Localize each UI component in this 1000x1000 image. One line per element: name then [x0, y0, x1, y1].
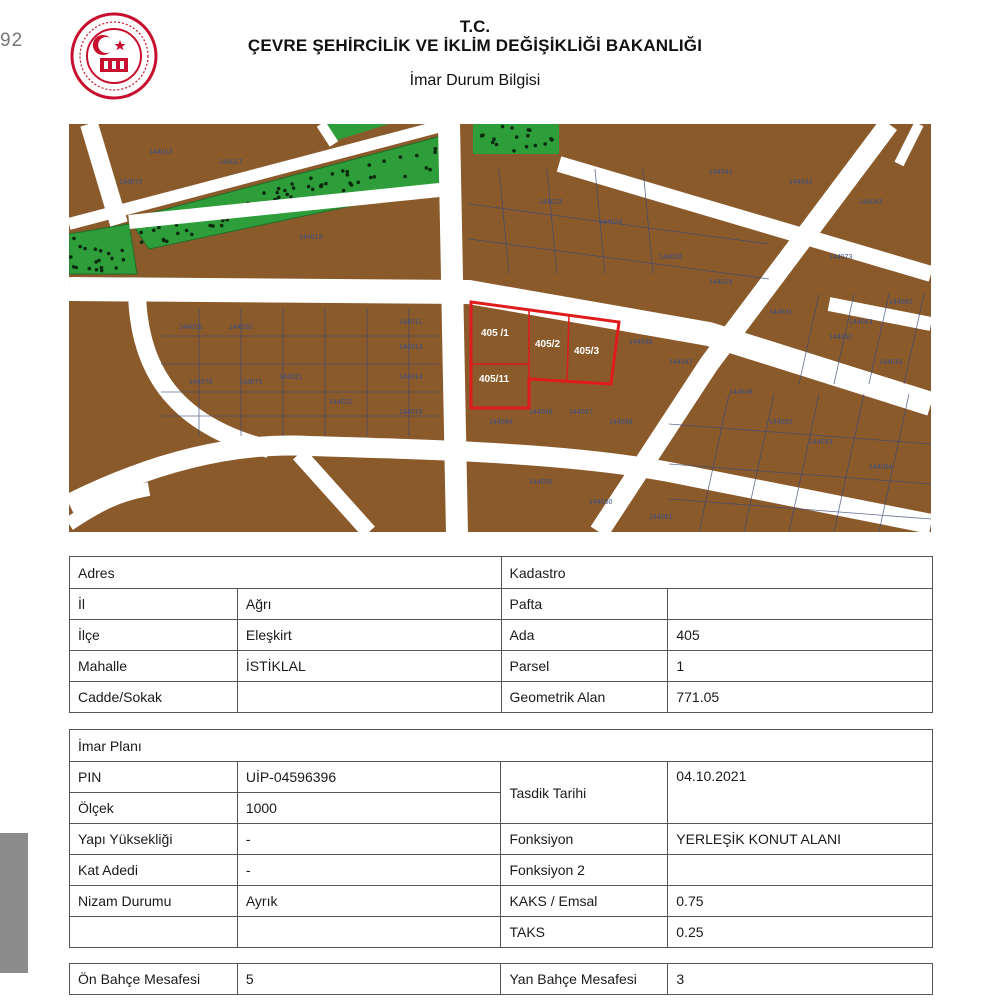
parcel-number-label: 144015 [399, 409, 423, 416]
tasdik-value: 04.10.2021 [668, 762, 933, 824]
il-value: Ağrı [237, 589, 501, 620]
ministry-seal-icon [70, 12, 158, 100]
empty-cell [70, 917, 238, 948]
parcel-number-label: 144021 [279, 374, 303, 381]
tree-dot [428, 168, 432, 172]
fonksiyon-label: Fonksiyon [501, 824, 668, 855]
parcel-number-label: 144071 [239, 379, 263, 386]
parcel-number-label: 144041 [709, 169, 733, 176]
parcel-number-label: 144061 [649, 514, 673, 521]
parcel-number-label: 144024 [599, 219, 623, 226]
kat-label: Kat Adedi [70, 855, 238, 886]
cadde-label: Cadde/Sokak [70, 682, 238, 713]
tree-dot [152, 229, 156, 233]
tree-dot [277, 187, 281, 191]
ilce-value: Eleşkirt [237, 620, 501, 651]
parcel-number-label: 144063 [849, 319, 873, 326]
taks-value: 0.25 [668, 917, 933, 948]
tree-dot [356, 181, 360, 185]
pafta-value [668, 589, 933, 620]
kat-value: - [237, 855, 501, 886]
tree-dot [262, 191, 266, 195]
parcel-label-405-3: 405/3 [574, 346, 600, 357]
parcel-number-label: 144019 [299, 234, 323, 241]
tree-dot [165, 240, 169, 244]
tree-dot [510, 126, 514, 130]
tree-dot [515, 135, 519, 139]
tree-dot [373, 175, 377, 179]
parcel-number-label: 144011 [399, 319, 422, 326]
tree-dot [139, 231, 143, 235]
parcel-number-label: 144070 [189, 379, 213, 386]
tree-dot [208, 224, 212, 228]
adres-title: Adres [70, 557, 502, 589]
fonksiyon2-label: Fonksiyon 2 [501, 855, 668, 886]
tree-dot [176, 232, 180, 236]
setback-table [69, 963, 933, 995]
tree-dot [350, 183, 354, 187]
parcel-number-label: 144032 [829, 334, 853, 341]
parcel-number-label: 144013 [399, 344, 423, 351]
tree-dot [140, 240, 144, 244]
kadastro-title: Kadastro [501, 557, 932, 589]
tree-dot [69, 255, 73, 259]
tree-dot [292, 186, 296, 190]
parcel-number-label: 144028 [709, 279, 733, 286]
tree-dot [72, 237, 76, 241]
tree-dot [95, 268, 99, 272]
parcel-number-label: 144068 [609, 419, 633, 426]
tree-dot [78, 245, 82, 249]
tree-dot [549, 137, 553, 141]
tree-dot [290, 182, 294, 186]
tree-dot [512, 149, 516, 153]
tree-dot [97, 259, 101, 263]
ada-value: 405 [668, 620, 933, 651]
taks-label: TAKS [501, 917, 668, 948]
parcel-number-label: 144033 [879, 359, 903, 366]
document-header [180, 18, 770, 90]
tree-dot [526, 134, 530, 138]
tree-dot [285, 193, 289, 197]
olcek-label: Ölçek [70, 793, 238, 824]
kaks-value: 0.75 [668, 886, 933, 917]
tree-dot [319, 185, 323, 189]
parcel-number-label: 144066 [529, 409, 553, 416]
zoning-plan-table [69, 729, 933, 948]
tree-dot [307, 185, 311, 189]
tree-dot [501, 125, 505, 129]
tasdik-label: Tasdik Tarihi [501, 762, 668, 824]
tree-dot [495, 143, 499, 147]
tree-dot [331, 172, 335, 176]
tree-dot [157, 226, 161, 230]
tree-dot [100, 269, 104, 273]
parcel-number-label: 144055 [529, 479, 553, 486]
cadde-value [237, 682, 501, 713]
parcel-number-label: 144023 [539, 199, 563, 206]
nizam-label: Nizam Durumu [70, 886, 238, 917]
on-bahce-value: 5 [237, 964, 501, 995]
il-label: İl [70, 589, 238, 620]
parcel-number-label: 144047 [669, 359, 693, 366]
tree-dot [94, 247, 98, 251]
fonksiyon2-value [668, 855, 933, 886]
zoning-map [69, 124, 931, 532]
parcel-label-405-1: 405 /1 [481, 328, 509, 339]
tree-dot [342, 189, 346, 193]
header-tc: T.C. [459, 17, 491, 36]
tree-dot [528, 128, 532, 132]
parcel-number-label: 144016 [179, 324, 203, 331]
tree-dot [83, 247, 87, 251]
parcel-number-label: 144042 [789, 179, 813, 186]
parcel-number-label: 144020 [229, 324, 253, 331]
olcek-value: 1000 [237, 793, 501, 824]
tree-dot [368, 163, 372, 167]
mahalle-label: Mahalle [70, 651, 238, 682]
parcel-number-label: 144072 [119, 179, 143, 186]
parcel-number-label: 144060 [589, 499, 613, 506]
parcel-number-label: 144026 [659, 254, 683, 261]
parcel-number-label: 144064 [489, 419, 513, 426]
tree-dot [434, 147, 438, 151]
tree-dot [346, 173, 350, 177]
tree-dot [425, 166, 429, 170]
parsel-label: Parsel [501, 651, 668, 682]
tree-dot [341, 169, 345, 173]
corner-number: 92 [0, 30, 24, 51]
geometrik-alan-value: 771.05 [668, 682, 933, 713]
yukseklik-label: Yapı Yüksekliği [70, 824, 238, 855]
tree-dot [369, 176, 373, 180]
tree-dot [122, 258, 126, 262]
tree-dot [88, 267, 92, 271]
header-subtitle: İmar Durum Bilgisi [409, 72, 541, 89]
parcel-number-label: 144053 [809, 439, 833, 446]
tree-dot [480, 134, 484, 138]
parcel-number-label: 144043 [859, 199, 883, 206]
tree-dot [283, 189, 287, 193]
tree-dot [190, 233, 194, 237]
parcel-number-label: 144017 [219, 159, 243, 166]
parsel-value: 1 [668, 651, 933, 682]
tree-dot [403, 175, 407, 179]
tree-dot [543, 142, 547, 146]
parcel-number-label: 144031 [769, 309, 793, 316]
parcel-label-405-11: 405/11 [479, 374, 510, 385]
fonksiyon-value: YERLEŞİK KONUT ALANI [668, 824, 933, 855]
tree-dot [525, 145, 529, 149]
tree-dot [120, 249, 124, 253]
parcel-number-label: 144048 [729, 389, 753, 396]
parcel-label-405-2: 405/2 [535, 339, 561, 350]
parcel-number-label: 144073 [829, 254, 853, 261]
nizam-value: Ayrık [237, 886, 501, 917]
ada-label: Ada [501, 620, 668, 651]
yan-bahce-label: Yan Bahçe Mesafesi [501, 964, 668, 995]
side-scroll-strip [0, 833, 28, 973]
geometrik-alan-label: Geometrik Alan [501, 682, 668, 713]
tree-dot [309, 176, 313, 180]
tree-dot [99, 249, 103, 253]
parcel-number-label: 144014 [399, 374, 423, 381]
green-area [473, 124, 559, 154]
imar-title: İmar Planı [70, 730, 933, 762]
tree-dot [382, 159, 386, 163]
tree-dot [324, 182, 328, 186]
tree-dot [107, 252, 111, 256]
empty-cell [237, 917, 501, 948]
tree-dot [534, 144, 538, 148]
on-bahce-label: Ön Bahçe Mesafesi [70, 964, 238, 995]
pin-value: UİP-04596396 [237, 762, 501, 793]
parcel-number-label: 144046 [629, 339, 653, 346]
ilce-label: İlçe [70, 620, 238, 651]
parcel-number-label: 144062 [889, 299, 913, 306]
parcel-number-label: 144054 [869, 464, 893, 471]
tree-dot [114, 266, 118, 270]
tree-dot [346, 170, 350, 174]
yan-bahce-value: 3 [668, 964, 933, 995]
tree-dot [311, 188, 315, 192]
kaks-label: KAKS / Emsal [501, 886, 668, 917]
parcel-number-label: 144067 [569, 409, 593, 416]
pafta-label: Pafta [501, 589, 668, 620]
header-ministry: ÇEVRE ŞEHİRCİLİK VE İKLİM DEĞİŞİKLİĞİ BAKANLIĞI [247, 36, 703, 55]
tree-dot [491, 141, 495, 145]
tree-dot [492, 137, 496, 141]
address-cadastre-table [69, 556, 933, 713]
tree-dot [74, 266, 78, 270]
tree-dot [220, 224, 224, 228]
tree-dot [185, 229, 189, 233]
pin-label: PIN [70, 762, 238, 793]
parcel-number-label: 144012 [149, 149, 173, 156]
tree-dot [277, 196, 281, 200]
tree-dot [399, 155, 403, 159]
parcel-number-label: 144022 [329, 399, 353, 406]
tree-dot [433, 150, 437, 154]
tree-dot [275, 191, 279, 195]
yukseklik-value: - [237, 824, 501, 855]
parcel-number-label: 144052 [769, 419, 793, 426]
mahalle-value: İSTİKLAL [237, 651, 501, 682]
tree-dot [415, 154, 419, 158]
tree-dot [110, 257, 114, 261]
